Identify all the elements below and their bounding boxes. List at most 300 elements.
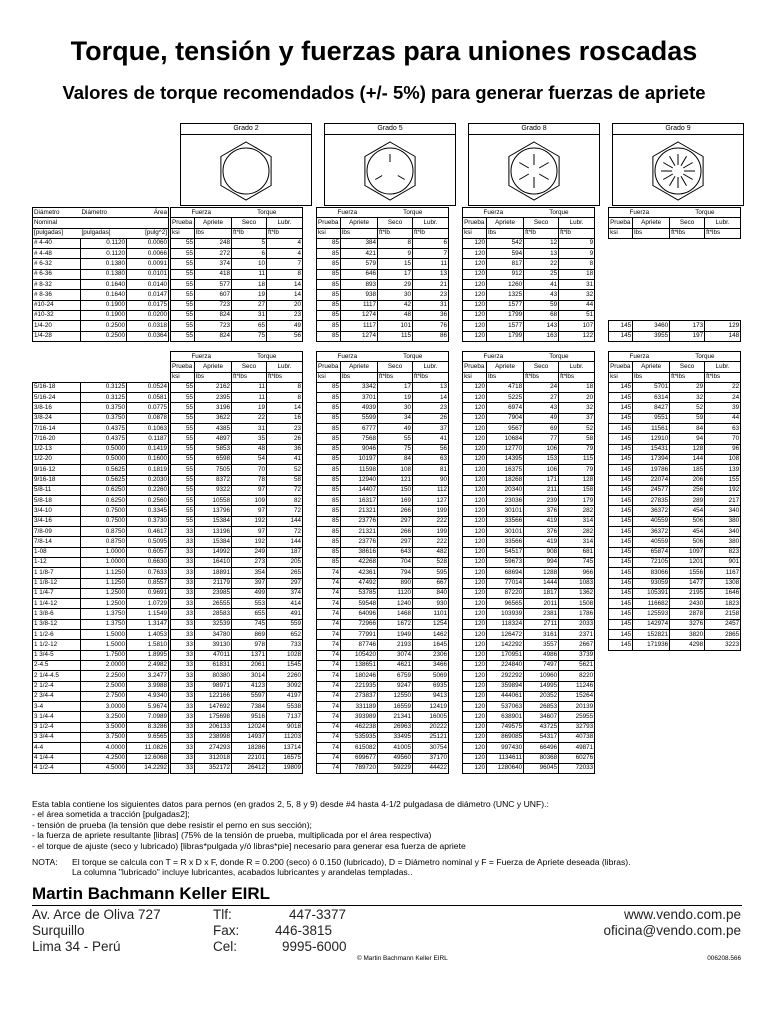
column-header: Seco: [524, 362, 559, 372]
value-cell: 17: [378, 269, 413, 279]
value-cell: [633, 280, 670, 290]
value-cell: 274293: [195, 743, 232, 753]
value-cell: 1577: [487, 321, 524, 331]
column-header: Fuerza: [463, 208, 524, 218]
column-header: lbs: [195, 228, 232, 238]
notes-bullet: - tensión de prueba (la tensión que debe resistir el perno en sus sección);: [32, 819, 312, 830]
value-cell: 120: [463, 290, 487, 300]
thread-size-cell: 7/8-14: [33, 537, 81, 547]
value-cell: 63: [705, 424, 741, 434]
column-header: [pulg^2]: [127, 228, 169, 238]
value-cell: 4718: [487, 382, 524, 392]
column-header: Fuerza: [171, 352, 232, 362]
value-cell: 192: [232, 516, 267, 526]
column-header: Apriete: [633, 362, 670, 372]
value-cell: 40738: [559, 732, 595, 742]
diameter-cell: 4.0000: [81, 743, 127, 753]
gap-cell: [303, 712, 317, 722]
website-link[interactable]: www.vendo.com.pe: [623, 907, 741, 922]
value-cell: 80368: [524, 753, 559, 763]
value-cell: 3701: [341, 393, 378, 403]
value-cell: 2260: [267, 671, 303, 681]
diameter-cell: 0.2500: [81, 321, 127, 331]
value-cell: 908: [524, 547, 559, 557]
table-row: [33, 753, 741, 763]
value-cell: 138651: [341, 660, 378, 670]
value-cell: 112: [413, 485, 449, 495]
value-cell: 33: [171, 671, 195, 681]
value-cell: 6935: [413, 681, 449, 691]
blank-cell: [127, 352, 169, 362]
value-cell: 55: [378, 434, 413, 444]
blank-cell: [127, 372, 169, 382]
value-cell: 18268: [487, 475, 524, 485]
value-cell: 27835: [633, 496, 670, 506]
table-row: [33, 681, 741, 691]
gap-cell: [449, 238, 463, 248]
area-cell: 11.0826: [127, 743, 169, 753]
gap-cell: [595, 506, 609, 516]
value-cell: 9: [559, 249, 595, 259]
area-cell: 0.0364: [127, 331, 169, 341]
diameter-cell: 3.5000: [81, 722, 127, 732]
gap-cell: [595, 485, 609, 495]
gap-cell: [303, 475, 317, 485]
value-cell: 121: [378, 475, 413, 485]
value-cell: 147692: [195, 702, 232, 712]
diameter-cell: 3.2500: [81, 712, 127, 722]
value-cell: 265: [267, 568, 303, 578]
column-header: Seco: [232, 218, 267, 228]
column-header: ft*lb: [413, 228, 449, 238]
value-cell: [705, 238, 741, 248]
column-header: ksi: [171, 372, 195, 382]
value-cell: 1645: [413, 640, 449, 650]
gap-cell: [303, 681, 317, 691]
value-cell: 5599: [341, 413, 378, 423]
value-cell: 37: [413, 424, 449, 434]
value-cell: 19809: [267, 763, 303, 773]
column-header: Prueba: [317, 362, 341, 372]
table-header-row: [33, 352, 741, 362]
value-cell: 2430: [670, 599, 705, 609]
value-cell: 55: [171, 506, 195, 516]
value-cell: [633, 650, 670, 660]
thread-size-cell: 3-4: [33, 702, 81, 712]
diameter-cell: 0.6250: [81, 496, 127, 506]
area-cell: 0.0775: [127, 403, 169, 413]
value-cell: 85: [317, 485, 341, 495]
value-cell: 1823: [705, 599, 741, 609]
gap-cell: [303, 310, 317, 320]
value-cell: 56: [413, 444, 449, 454]
value-cell: 77: [524, 434, 559, 444]
value-cell: 374: [195, 259, 232, 269]
value-cell: 3955: [633, 331, 670, 341]
gap-cell: [595, 475, 609, 485]
value-cell: [670, 691, 705, 701]
thread-size-cell: 1 1/4-7: [33, 588, 81, 598]
value-cell: 120: [463, 444, 487, 454]
diameter-cell: 0.5625: [81, 475, 127, 485]
value-cell: 120: [463, 547, 487, 557]
diameter-cell: 0.1900: [81, 300, 127, 310]
value-cell: 824: [195, 310, 232, 320]
value-cell: 48: [378, 310, 413, 320]
gap-cell: [595, 681, 609, 691]
diameter-cell: 0.1380: [81, 269, 127, 279]
value-cell: 7568: [341, 434, 378, 444]
bolt-head-icon: [646, 139, 710, 203]
value-cell: 33: [171, 691, 195, 701]
value-cell: 55: [171, 290, 195, 300]
value-cell: 84: [670, 424, 705, 434]
value-cell: 145: [609, 465, 633, 475]
value-cell: 3276: [670, 619, 705, 629]
gap-cell: [303, 352, 317, 362]
table-row: [33, 475, 741, 485]
value-cell: [609, 259, 633, 269]
value-cell: [705, 702, 741, 712]
diameter-cell: 1.3750: [81, 619, 127, 629]
value-cell: 33: [171, 578, 195, 588]
gap-cell: [303, 722, 317, 732]
diameter-cell: 0.7500: [81, 506, 127, 516]
value-cell: 1167: [705, 568, 741, 578]
value-cell: 153: [524, 454, 559, 464]
value-cell: 749575: [487, 722, 524, 732]
value-cell: [705, 269, 741, 279]
value-cell: 222: [413, 537, 449, 547]
gap-cell: [595, 465, 609, 475]
value-cell: 13196: [195, 527, 232, 537]
table-row: [33, 516, 741, 526]
gap-cell: [595, 671, 609, 681]
value-cell: 169: [378, 496, 413, 506]
value-cell: [670, 280, 705, 290]
value-cell: 266: [378, 506, 413, 516]
value-cell: 68694: [487, 568, 524, 578]
gap-cell: [449, 702, 463, 712]
value-cell: 179: [559, 496, 595, 506]
value-cell: 120: [463, 702, 487, 712]
value-cell: 40559: [633, 516, 670, 526]
thread-size-cell: 5/8-11: [33, 485, 81, 495]
diameter-cell: 2.5000: [81, 681, 127, 691]
value-cell: 1240: [378, 599, 413, 609]
column-header: Lubr.: [267, 362, 303, 372]
column-header: lbs: [487, 372, 524, 382]
value-cell: [705, 712, 741, 722]
value-cell: 19: [378, 393, 413, 403]
value-cell: 30: [378, 290, 413, 300]
gap-cell: [595, 393, 609, 403]
gap-cell: [449, 732, 463, 742]
value-cell: 699677: [341, 753, 378, 763]
value-cell: 120: [463, 650, 487, 660]
value-cell: 59: [524, 300, 559, 310]
value-cell: 36: [413, 310, 449, 320]
table-row: [33, 619, 741, 629]
value-cell: 5701: [633, 382, 670, 392]
table-row: [33, 763, 741, 773]
value-cell: 55: [171, 393, 195, 403]
value-cell: 145: [609, 434, 633, 444]
value-cell: 354: [232, 568, 267, 578]
value-cell: 13: [524, 249, 559, 259]
column-header: Fuerza: [609, 352, 670, 362]
value-cell: 120: [463, 485, 487, 495]
column-header: Seco: [232, 362, 267, 372]
value-cell: 1508: [559, 599, 595, 609]
value-cell: [609, 732, 633, 742]
thread-size-cell: 1/2-13: [33, 444, 81, 454]
value-cell: 1799: [487, 310, 524, 320]
value-cell: 120: [463, 331, 487, 341]
value-cell: 12910: [633, 434, 670, 444]
value-cell: 69: [524, 424, 559, 434]
column-header: Torque: [670, 352, 741, 362]
value-cell: 12419: [413, 702, 449, 712]
value-cell: 33: [171, 743, 195, 753]
doc-code: 006208.566: [707, 955, 741, 962]
value-cell: 2457: [705, 619, 741, 629]
value-cell: 55: [171, 403, 195, 413]
diameter-cell: 1.0000: [81, 547, 127, 557]
value-cell: 22: [524, 259, 559, 269]
value-cell: 7384: [232, 702, 267, 712]
value-cell: 16005: [413, 712, 449, 722]
value-cell: 1545: [267, 660, 303, 670]
value-cell: 3092: [267, 681, 303, 691]
value-cell: 374: [267, 588, 303, 598]
value-cell: 13796: [195, 506, 232, 516]
area-cell: 0.0091: [127, 259, 169, 269]
value-cell: 2865: [705, 630, 741, 640]
value-cell: 893: [341, 280, 378, 290]
value-cell: 128: [670, 444, 705, 454]
value-cell: 150: [378, 485, 413, 495]
value-cell: 421: [341, 249, 378, 259]
area-cell: 9.6565: [127, 732, 169, 742]
value-cell: [609, 722, 633, 732]
email-link[interactable]: oficina@vendo.com.pe: [603, 923, 741, 938]
value-cell: 120: [463, 280, 487, 290]
column-header: Área: [127, 208, 169, 218]
value-cell: 15264: [559, 691, 595, 701]
value-cell: 15: [378, 259, 413, 269]
value-cell: 49: [267, 321, 303, 331]
value-cell: 85: [317, 557, 341, 567]
gap-cell: [595, 712, 609, 722]
gap-cell: [303, 249, 317, 259]
column-header: ft*lbs: [378, 372, 413, 382]
area-cell: 0.0066: [127, 249, 169, 259]
column-header: Apriete: [633, 218, 670, 228]
column-header: Apriete: [195, 362, 232, 372]
gap-cell: [303, 640, 317, 650]
gap-cell: [449, 588, 463, 598]
value-cell: 9: [378, 249, 413, 259]
diameter-cell: 2.0000: [81, 660, 127, 670]
blank-cell: [33, 362, 81, 372]
value-cell: 72: [267, 506, 303, 516]
value-cell: 206133: [195, 722, 232, 732]
value-cell: 74: [317, 722, 341, 732]
value-cell: [670, 753, 705, 763]
gap-cell: [303, 568, 317, 578]
value-cell: 11: [232, 393, 267, 403]
value-cell: 145: [609, 475, 633, 485]
value-cell: 120: [463, 732, 487, 742]
value-cell: 43: [524, 403, 559, 413]
value-cell: 16375: [487, 465, 524, 475]
value-cell: 20139: [559, 702, 595, 712]
table-row: [33, 578, 741, 588]
gap-cell: [303, 732, 317, 742]
value-cell: 145: [609, 557, 633, 567]
column-header: ksi: [171, 228, 195, 238]
value-cell: 85: [317, 444, 341, 454]
gap-cell: [303, 424, 317, 434]
thread-size-cell: 9/16-12: [33, 465, 81, 475]
thread-size-cell: # 6-32: [33, 259, 81, 269]
value-cell: 81: [413, 465, 449, 475]
value-cell: 55: [171, 238, 195, 248]
value-cell: 55: [171, 454, 195, 464]
gap-cell: [449, 249, 463, 259]
diameter-cell: 4.2500: [81, 753, 127, 763]
table-row: [33, 238, 741, 248]
column-header: Seco: [670, 218, 705, 228]
value-cell: 33495: [378, 732, 413, 742]
area-cell: 0.1063: [127, 424, 169, 434]
value-cell: 206: [670, 475, 705, 485]
table-row: [33, 557, 741, 567]
gap-cell: [303, 671, 317, 681]
area-cell: 5.9674: [127, 702, 169, 712]
value-cell: 32539: [195, 619, 232, 629]
value-cell: 97: [232, 506, 267, 516]
value-cell: 1274: [341, 310, 378, 320]
gap-cell: [449, 310, 463, 320]
value-cell: 74: [317, 588, 341, 598]
value-cell: 85: [317, 465, 341, 475]
table-row: [33, 310, 741, 320]
gap-cell: [303, 516, 317, 526]
value-cell: 380: [705, 537, 741, 547]
value-cell: 16575: [267, 753, 303, 763]
value-cell: 289: [670, 496, 705, 506]
value-cell: 9018: [267, 722, 303, 732]
gap-cell: [595, 568, 609, 578]
value-cell: 93059: [633, 578, 670, 588]
value-cell: 21: [413, 280, 449, 290]
gap-cell: [449, 527, 463, 537]
gap-cell: [449, 763, 463, 773]
value-cell: 74: [317, 691, 341, 701]
value-cell: 506: [670, 537, 705, 547]
column-header: [pulgadas]: [81, 228, 127, 238]
value-cell: [609, 681, 633, 691]
value-cell: 120: [463, 475, 487, 485]
value-cell: 1462: [413, 630, 449, 640]
value-cell: 49: [524, 413, 559, 423]
value-cell: 7: [413, 249, 449, 259]
value-cell: 20340: [487, 485, 524, 495]
value-cell: 109: [232, 496, 267, 506]
value-cell: 65: [232, 321, 267, 331]
value-cell: 297: [267, 578, 303, 588]
value-cell: 36372: [633, 527, 670, 537]
value-cell: 16: [267, 413, 303, 423]
value-cell: 1117: [341, 321, 378, 331]
diameter-cell: 0.6250: [81, 485, 127, 495]
value-cell: [633, 660, 670, 670]
column-header: Seco: [378, 362, 413, 372]
column-header: ft*lb: [559, 228, 595, 238]
bolt-grade-box: [324, 123, 456, 206]
value-cell: 55: [171, 321, 195, 331]
value-cell: [633, 743, 670, 753]
area-cell: 0.1819: [127, 465, 169, 475]
value-cell: 22074: [633, 475, 670, 485]
value-cell: 11: [232, 269, 267, 279]
blank-cell: [81, 352, 127, 362]
table-row: [33, 290, 741, 300]
torque-table-large: [32, 351, 741, 774]
area-cell: 0.0147: [127, 290, 169, 300]
value-cell: 145: [609, 547, 633, 557]
gap-cell: [595, 702, 609, 712]
value-cell: 21341: [378, 712, 413, 722]
value-cell: [633, 269, 670, 279]
value-cell: 120: [463, 259, 487, 269]
column-header: ft*lb: [232, 228, 267, 238]
value-cell: 794: [378, 568, 413, 578]
value-cell: 2711: [524, 619, 559, 629]
value-cell: 70: [232, 465, 267, 475]
value-cell: 199: [413, 506, 449, 516]
area-cell: 0.3730: [127, 516, 169, 526]
value-cell: 2878: [670, 609, 705, 619]
value-cell: 47011: [195, 650, 232, 660]
value-cell: 128: [559, 475, 595, 485]
value-cell: 380: [705, 516, 741, 526]
value-cell: 120: [463, 506, 487, 516]
thread-size-cell: 4-4: [33, 743, 81, 753]
value-cell: 52: [559, 424, 595, 434]
value-cell: 120: [463, 496, 487, 506]
value-cell: 23: [413, 290, 449, 300]
notes-bullet: - el torque de ajuste (seco y lubricado) [libras*pulgada y/ó libras*pie] necesario para generar esa fuerza de apriete: [32, 840, 466, 851]
value-cell: 18891: [195, 568, 232, 578]
value-cell: [633, 712, 670, 722]
value-cell: 11: [413, 259, 449, 269]
value-cell: 2061: [232, 660, 267, 670]
value-cell: 1672: [378, 619, 413, 629]
value-cell: [609, 238, 633, 248]
value-cell: 120: [463, 321, 487, 331]
value-cell: 30754: [413, 743, 449, 753]
gap-cell: [303, 393, 317, 403]
value-cell: 14992: [195, 547, 232, 557]
diameter-cell: 0.4375: [81, 424, 127, 434]
gap-cell: [449, 557, 463, 567]
value-cell: 8220: [559, 671, 595, 681]
value-cell: 14: [267, 280, 303, 290]
value-cell: [705, 650, 741, 660]
